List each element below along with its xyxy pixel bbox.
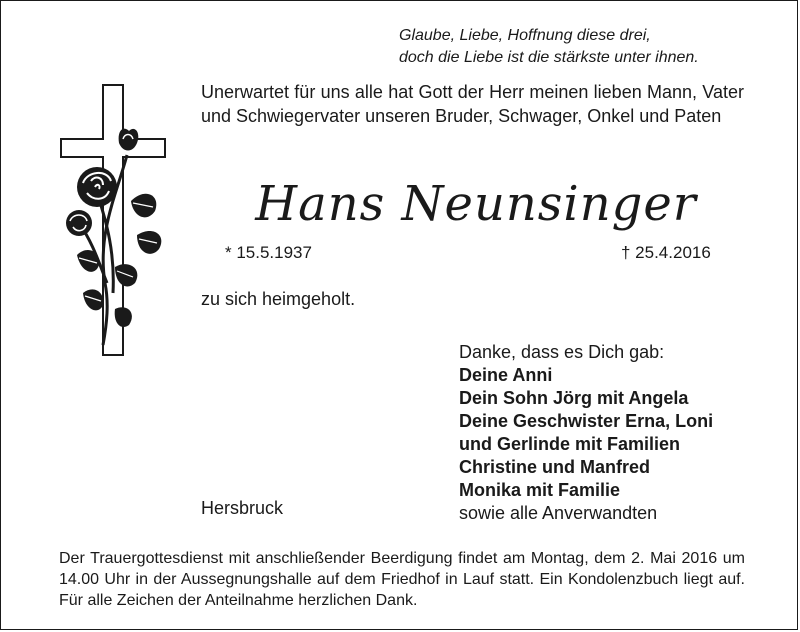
funeral-info: Der Trauergottesdienst mit anschließender Beerdigung findet am Montag, dem 2. Mai 2016 um 14.00 Uhr in der Aussegnungshalle auf dem Friedhof in Lauf statt. Ein Kondolenzbuch liegt auf. Für alle Zeichen der Anteilnahme herzlichen Dank.: [59, 550, 745, 609]
bible-quote: [399, 25, 769, 69]
deceased-name: Hans Neunsinger: [255, 176, 697, 232]
mourner-line: Christine und Manfred: [459, 457, 651, 477]
quote-line-1: Glaube, Liebe, Hoffnung diese drei,: [399, 27, 651, 44]
birth-date: * 15.5.1937: [225, 243, 312, 262]
intro-text: Unerwartet für uns alle hat Gott der Herr meinen lieben Mann, Vater und Schwiegervater unseren Bruder, Schwager, Onkel und Paten: [201, 82, 744, 126]
mourner-line: Deine Geschwister Erna, Loni: [459, 411, 714, 431]
place-name: Hersbruck: [201, 498, 284, 518]
quote-line-2: doch die Liebe ist die stärkste unter ihnen.: [399, 49, 699, 66]
mourner-line: und Gerlinde mit Familien: [459, 434, 681, 454]
mourner-line: Monika mit Familie: [459, 480, 621, 500]
mourner-line: Deine Anni: [459, 365, 553, 385]
thanks-closing: sowie alle Anverwandten: [459, 503, 658, 523]
mourners-block: [459, 341, 779, 525]
mourner-line: Dein Sohn Jörg mit Angela: [459, 388, 689, 408]
thanks-intro: Danke, dass es Dich gab:: [459, 342, 665, 362]
cross-with-roses-icon: [57, 83, 169, 359]
called-home-text: zu sich heimgeholt.: [201, 289, 356, 309]
death-date: † 25.4.2016: [621, 243, 711, 262]
